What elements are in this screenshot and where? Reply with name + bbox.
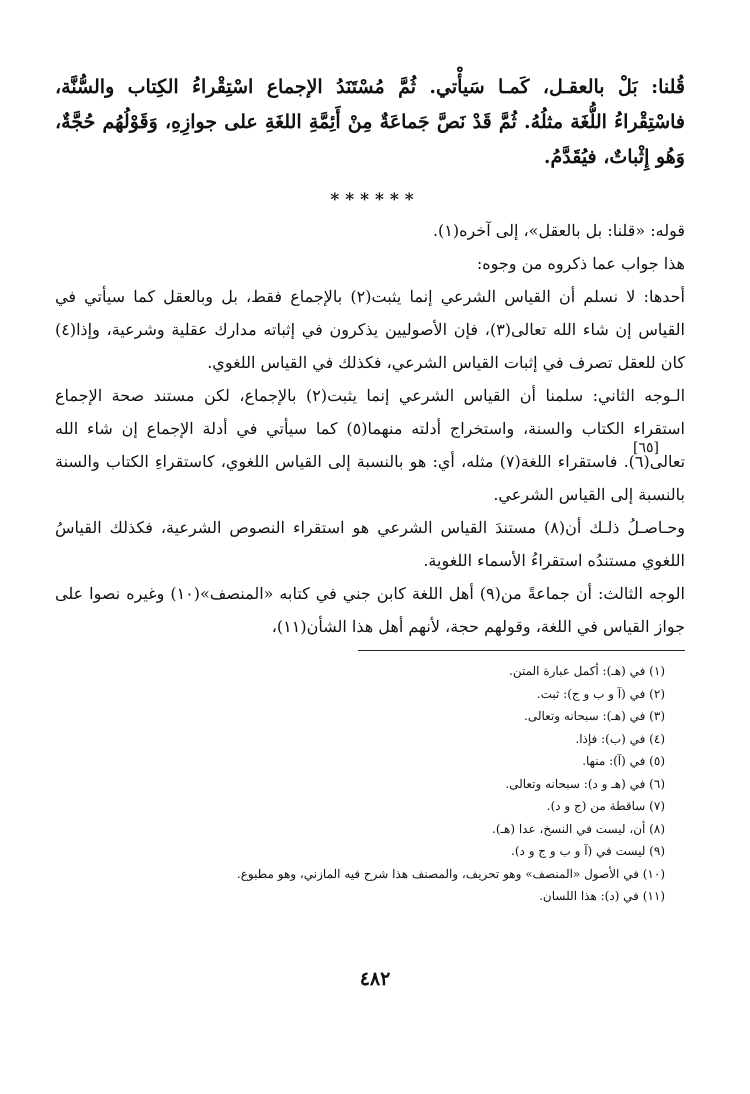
commentary-paragraph: الـوجه الثاني: سلمنا أن القياس الشرعي إنما يثبت(٢) بالإجماع، لكن مستند صحة الإجماع استقراء الكتاب والسنة، واستخراج أدلته منهما(٥) كما سيأتي في أدلة الإجماع إن شاء الله تعالى(٦). فاستقراء اللغة(٧) مثله، أي: هو بالنسبة إلى القياس اللغوي، كاستقراءِ الكتاب والسنة بالنسبة إلى القياس الشرعي. — [55, 386, 686, 504]
footnotes — [55, 660, 665, 908]
section-separator-stars: ****** — [330, 190, 420, 210]
footnote: (٤) في (ب): فإذا. — [575, 731, 665, 746]
commentary-body — [55, 214, 685, 643]
footnote: (٢) في (آ و ب و ج): ثبت. — [536, 686, 665, 701]
commentary-paragraph: الوجه الثالث: أن جماعةً من(٩) أهل اللغة كابن جني في كتابه «المنصف»(١٠) وغيره نصوا على جواز القياس في اللغة، وقولهم حجة، لأنهم أهل هذا الشأن(١١)، — [55, 584, 685, 636]
commentary-paragraph: قوله: «قلنا: بل بالعقل»، إلى آخره(١). — [432, 221, 685, 240]
manuscript-folio-marker: [٦٥] — [633, 440, 659, 456]
footnote: (٥) في (آ): منها. — [582, 754, 665, 768]
footnote: (٨) أن، ليست في النسخ، عدا (هـ). — [492, 821, 665, 836]
footnote: (٧) ساقطة من (ج و د). — [546, 799, 665, 813]
footnote-separator-rule — [358, 650, 685, 651]
page-number: ٤٨٢ — [359, 968, 391, 990]
commentary-paragraph: أحدها: لا نسلم أن القياس الشرعي إنما يثبت(٢) بالإجماع فقط، بل وبالعقل كما سيأتي في القياس إن شاء الله تعالى(٣)، فإن الأصوليين يذكرون في إثباته مدارك عقلية وشرعية، وإذا(٤) كان للعقل تصرف في إثبات القياس الشرعي، فكذلك في القياس اللغوي. — [55, 287, 685, 372]
commentary-paragraph: هذا جواب عما ذكروه من وجوه: — [476, 254, 685, 273]
footnote: (٣) في (هـ): سبحانه وتعالى. — [524, 709, 665, 723]
footnote: (١٠) في الأصول «المنصف» وهو تحريف، والمصنف هذا شرح فيه المازني، وهو مطبوع. — [236, 866, 665, 881]
footnote: (١١) في (د): هذا اللسان. — [539, 889, 665, 903]
footnote: (٦) في (هـ و د): سبحانه وتعالى. — [505, 776, 665, 791]
footnote: (١) في (هـ): أكمل عبارة المتن. — [509, 664, 665, 678]
matn-text: قُلنا: بَلْ بالعقـل، كَمـا سَيأْتي. ثُمَّ مُسْتَنَدُ الإجماع اسْتِقْراءُ الكِتاب والسُّنَّة، فاسْتِقْراءُ اللُّغَة مثلُهُ. ثُمَّ قَدْ نَصَّ جَماعَةٌ مِنْ أَئِمَّةِ اللغَةِ على جوازِهِ، وَقَوْلُهُم حُجَّةٌ، وَهُو إِثْباتٌ، فيُقَدَّمُ. — [55, 76, 685, 168]
footnote: (٩) ليست في (آ و ب و ج و د). — [511, 844, 665, 858]
commentary-paragraph: وحـاصـلُ ذلـك أن(٨) مستندَ القياس الشرعي هو استقراء النصوص الشرعية، فكذلك القياسُ اللغوي مستندُه استقراءُ الأسماء اللغوية. — [55, 518, 686, 570]
